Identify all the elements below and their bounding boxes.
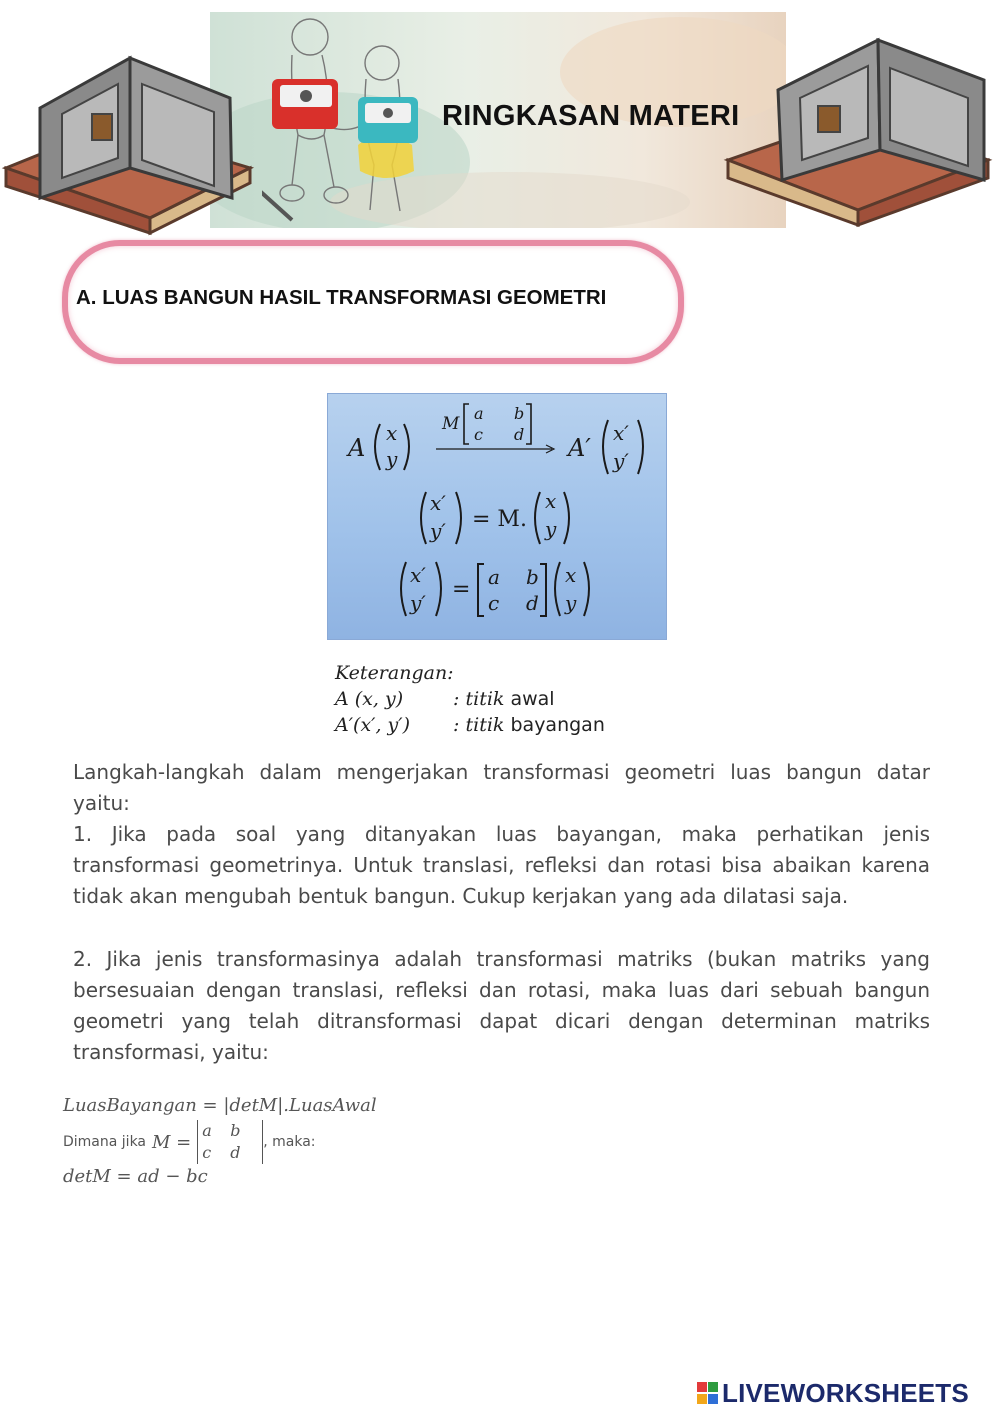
- line3-x: x: [565, 563, 577, 587]
- vector-x: x: [386, 421, 398, 445]
- line3-a: a: [488, 565, 500, 589]
- page-title: RINGKASAN MATERI: [442, 100, 740, 132]
- legend-symbol-initial: A (x, y): [335, 688, 404, 710]
- children-sharpeners-illustration: [262, 15, 462, 225]
- line2-y-prime: y′: [430, 519, 446, 543]
- legend-row-initial: [335, 686, 695, 712]
- line2-x-prime: x′: [430, 491, 446, 515]
- vector-y: y: [386, 447, 398, 471]
- matrix-c: c: [474, 425, 483, 444]
- legend-row-image: [335, 712, 695, 738]
- line2-x: x: [545, 489, 557, 513]
- legend-keterangan: [335, 660, 695, 738]
- point-a-prime: A′: [568, 434, 591, 462]
- matrix-definition-grid: [197, 1120, 263, 1164]
- line3-d: d: [526, 591, 539, 615]
- step-2-paragraph: 2. Jika jenis transformasinya adalah transformasi matriks (bukan matriks yang bersesuaian dengan translasi, refleksi dan rotasi, maka luas dari sebuah bangun geometri yang telah ditransformasi dapat dicari dengan determinan matriks transformasi, yaitu:: [73, 947, 930, 1064]
- line3-equals: =: [452, 577, 471, 602]
- determinant-line: detM = ad − bc: [63, 1166, 208, 1187]
- area-formula-line: LuasBayangan = |detM|.LuasAwal: [63, 1095, 377, 1116]
- matrix-d: d: [514, 425, 525, 444]
- line2-equals-m: = M.: [472, 507, 527, 532]
- book-stack-left-illustration: [0, 18, 270, 238]
- matrix-definition-m: M =: [152, 1131, 192, 1153]
- intro-paragraph: Langkah-langkah dalam mengerjakan transformasi geometri luas bangun datar yaitu:: [73, 760, 930, 815]
- line3-y: y: [565, 591, 577, 615]
- transformation-formula-box: [327, 393, 667, 640]
- matrix-definition-prefix: Dimana jika: [63, 1134, 147, 1150]
- line2-y: y: [545, 517, 557, 541]
- matrix-a: a: [474, 404, 484, 423]
- liveworksheets-logo-icon: [697, 1379, 719, 1409]
- legend-word-initial: awal: [510, 688, 555, 710]
- book-stack-right-illustration: [718, 10, 1000, 235]
- vector-x-prime: x′: [613, 421, 629, 445]
- line3-c: c: [488, 591, 500, 615]
- point-a: A: [348, 434, 366, 462]
- liveworksheets-brand[interactable]: LIVEWORKSHEETS: [722, 1378, 969, 1408]
- legend-colon-initial: : titik: [453, 688, 505, 710]
- vector-y-prime: y′: [613, 449, 629, 473]
- matrix-entry-d: d: [230, 1143, 241, 1162]
- section-title: A. LUAS BANGUN HASIL TRANSFORMASI GEOMETRI: [76, 286, 607, 309]
- legend-symbol-image: A′(x′, y′): [335, 714, 411, 736]
- legend-colon-image: : titik: [453, 714, 505, 736]
- legend-heading: Keterangan:: [335, 662, 454, 684]
- legend-word-image: bayangan: [510, 714, 605, 736]
- line3-y-prime: y′: [410, 591, 426, 615]
- matrix-entry-c: c: [202, 1143, 212, 1162]
- transformation-formula-graphic: [328, 394, 666, 639]
- matrix-definition-suffix: , maka:: [263, 1134, 316, 1150]
- line3-x-prime: x′: [410, 563, 426, 587]
- matrix-entry-b: b: [230, 1121, 241, 1140]
- area-formula: [63, 1095, 377, 1187]
- matrix-b: b: [514, 404, 525, 423]
- matrix-m-label: M: [442, 414, 460, 434]
- matrix-definition-line: [63, 1120, 377, 1164]
- line3-b: b: [526, 565, 539, 589]
- matrix-entry-a: a: [202, 1121, 212, 1140]
- step-1-paragraph: 1. Jika pada soal yang ditanyakan luas bayangan, maka perhatikan jenis transformasi geometrinya. Untuk translasi, refleksi dan rotasi bisa abaikan karena tidak akan mengubah bentuk bangun. Cukup kerjakan yang ada dilatasi saja.: [73, 822, 930, 908]
